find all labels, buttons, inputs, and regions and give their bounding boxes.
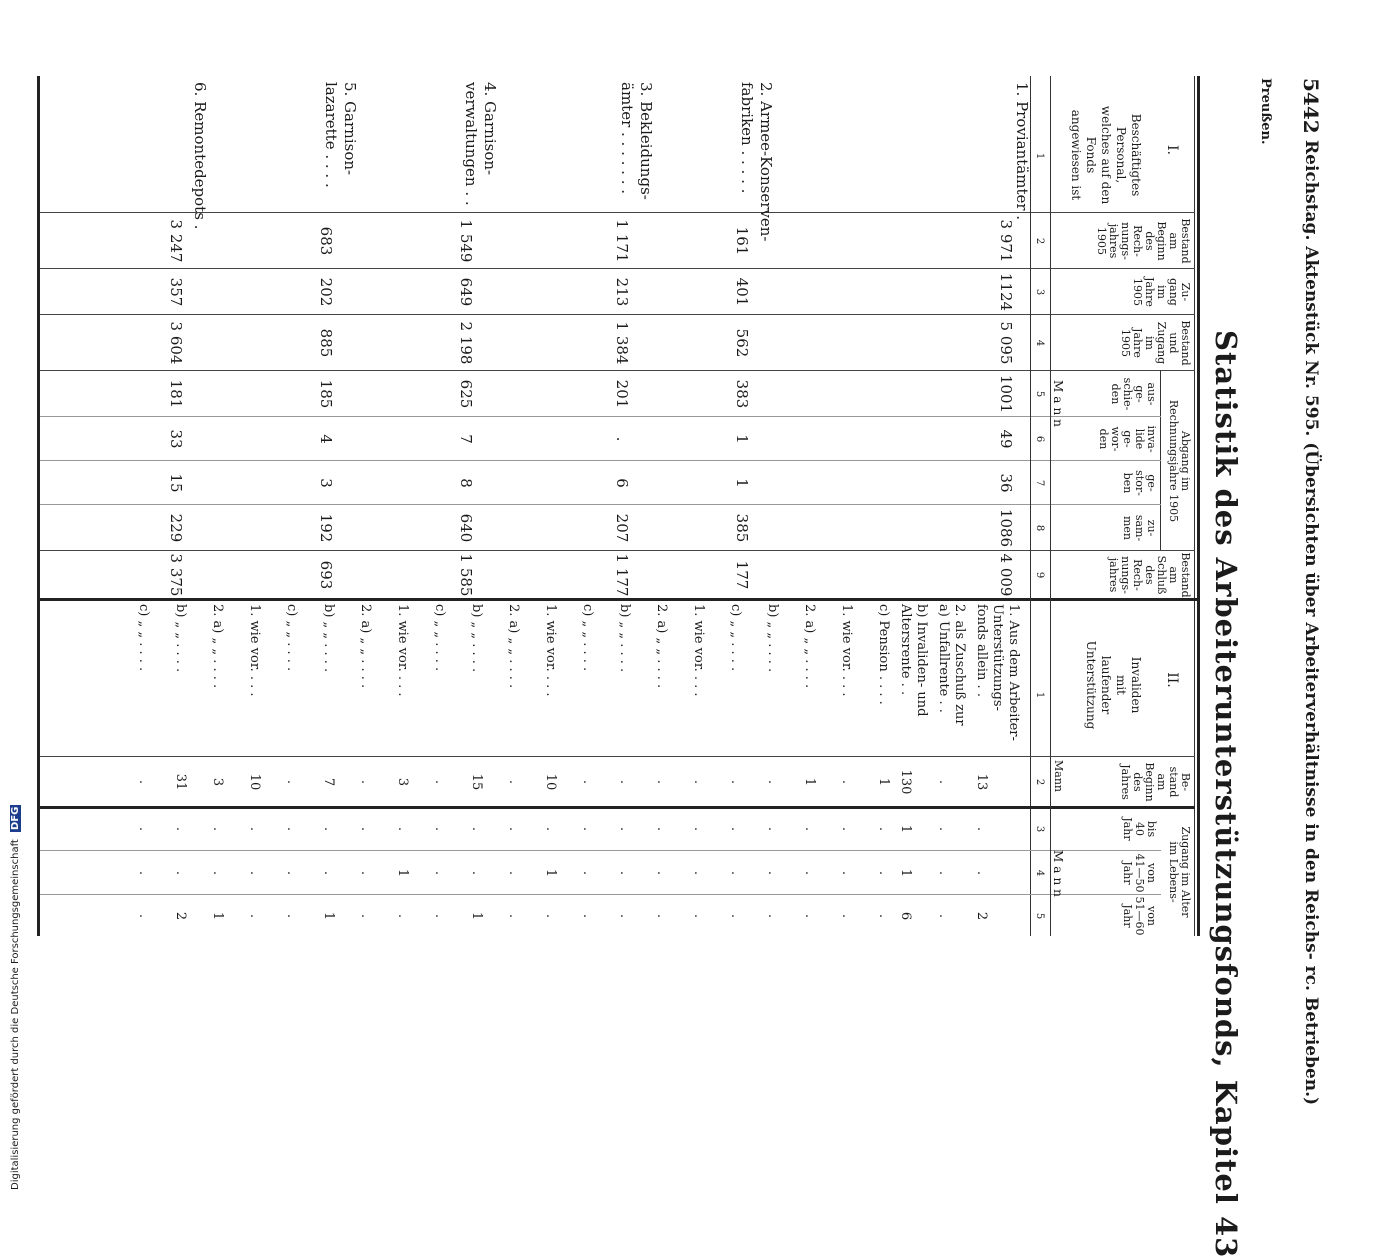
table-cell: 6 [898, 911, 913, 921]
table-cell: . [469, 870, 484, 876]
table-cell: 6 [613, 478, 631, 488]
table-cell: . [284, 779, 299, 785]
table-cell: 213 [613, 277, 631, 307]
col-header-invalide: inva- lide ge- wor- den [1097, 425, 1158, 453]
table-cell: 207 [613, 513, 631, 543]
section-i-description: Beschäftigtes Personal, welches auf den Fonds angewiesen ist [1069, 105, 1143, 205]
zugang-group-header: Zugang im Alter im Lebens- [1167, 826, 1192, 918]
row-label: 3. Bekleidungs- ämter . . . . . . . [618, 82, 655, 200]
table-cell: 1 [898, 824, 913, 834]
col-rule [40, 504, 1161, 505]
row-label: 6. Remontedepots . [191, 82, 209, 230]
table-cell: 31 [173, 773, 188, 791]
table-cell: 49 [997, 429, 1015, 449]
table-cell: . [432, 826, 447, 832]
section-ii-heading: II. [1164, 672, 1180, 688]
table-cell: 8 [457, 478, 475, 488]
table-cell: . [613, 436, 631, 442]
column-number: 8 [1034, 524, 1045, 532]
table-cell: 1 [733, 434, 751, 444]
column-number: 7 [1034, 479, 1045, 487]
table-cell: . [974, 870, 989, 876]
table-cell: 201 [613, 379, 631, 409]
row-label: 1. Proviantämter . [1013, 82, 1031, 221]
col-header-bestand-und-zugang: Bestand und Zugang im Jahre 1905 [1119, 320, 1192, 366]
table-cell: . [691, 826, 706, 832]
table-cell: . [284, 913, 299, 919]
row-label: b) „ „ . . . . [617, 604, 632, 673]
table-cell: 1 585 [457, 553, 475, 597]
col-rule [40, 460, 1161, 461]
column-number: 3 [1034, 825, 1045, 833]
row-label: 4. Garnison- verwaltungen . . [462, 82, 499, 206]
section-ii-description: Invaliden mit laufender Unterstützung [1084, 640, 1143, 730]
row-label: b) „ „ . . . . [469, 604, 484, 673]
row-label: 2. a) „ „ . . . . [506, 604, 521, 689]
table-cell: . [654, 913, 669, 919]
row-label: 2. Armee-Konserven- fabriken . . . . . [738, 82, 775, 242]
table-bottom-rule [37, 76, 40, 936]
table-cell: . [247, 913, 262, 919]
table-cell: . [395, 826, 410, 832]
table-cell: . [395, 913, 410, 919]
col-header-bis-40: bis 40 Jahr [1121, 817, 1158, 841]
table-cell: 229 [167, 513, 185, 543]
table-cell: . [617, 826, 632, 832]
table-cell: 357 [167, 277, 185, 307]
table-cell: 693 [317, 560, 335, 590]
column-number: 2 [1034, 237, 1045, 245]
table-cell: . [765, 870, 780, 876]
section-i-heading: I. [1164, 145, 1180, 155]
table-cell: 1 177 [613, 553, 631, 597]
table-cell: . [876, 826, 891, 832]
table-cell: . [802, 913, 817, 919]
table-cell: 3 375 [167, 553, 185, 597]
table-cell: 640 [457, 513, 475, 543]
row-label: c) „ „ . . . . [580, 604, 595, 672]
table-cell: 1 [543, 868, 558, 878]
table-cell: . [469, 826, 484, 832]
table-cell: 181 [167, 379, 185, 409]
table-cell: 4 [317, 434, 335, 444]
col-header-gestorben: ge- stor- ben [1121, 470, 1158, 496]
table-cell: . [321, 870, 336, 876]
row-label: 1. wie vor. . . . [395, 604, 410, 697]
column-number: 5 [1034, 390, 1045, 398]
table-cell: . [432, 913, 447, 919]
table-cell: 625 [457, 379, 475, 409]
table-cell: . [432, 779, 447, 785]
table-cell: 1124 [997, 272, 1015, 312]
row-label: c) Pension . . . . [876, 604, 891, 705]
table-cell: 1001 [997, 374, 1015, 414]
table-cell: . [136, 870, 151, 876]
table-cell: 1 171 [613, 219, 631, 263]
table-cell: 13 [974, 773, 989, 791]
table-cell: 3 [395, 777, 410, 787]
col-header-bestand-schluss: Bestand am Schluß des Rech- nungs- jahres [1107, 552, 1192, 598]
row-label: 2. a) „ „ . . . . [802, 604, 817, 689]
table-cell: 3 [317, 478, 335, 488]
table-cell: 33 [167, 429, 185, 449]
abgang-group-header: Abgang im Rechnungsjahre 1905 [1167, 399, 1192, 523]
row-label: 2. als Zuschuß zur a) Unfallrente . . [936, 604, 967, 726]
table-cell: 36 [997, 473, 1015, 493]
table-cell: . [765, 826, 780, 832]
table-cell: . [691, 779, 706, 785]
table-cell: . [173, 870, 188, 876]
table-cell: . [580, 870, 595, 876]
table-cell: . [691, 870, 706, 876]
row-label: b) „ „ . . . . [765, 604, 780, 673]
table-cell: 1 [876, 777, 891, 787]
table-cell: . [247, 826, 262, 832]
col-header-bestand-beginn: Bestand am Beginn des Rech- nungs- jahres 1905 [1095, 218, 1192, 264]
row-label: c) „ „ . . . . [432, 604, 447, 672]
row-label: c) „ „ . . . . [284, 604, 299, 672]
table-cell: . [506, 913, 521, 919]
table-cell: . [876, 913, 891, 919]
table-cell: 7 [321, 777, 336, 787]
unit-mann-ii: Mann [1051, 850, 1065, 901]
table-cell: 383 [733, 379, 751, 409]
table-cell: 385 [733, 513, 751, 543]
row-label: 2. a) „ „ . . . . [358, 604, 373, 689]
row-label: 1. wie vor. . . . [543, 604, 558, 697]
statistik-title: Statistik des Arbeiterunterstützungsfonds, Kapitel 43 [1209, 330, 1243, 1258]
table-cell: 177 [733, 560, 751, 590]
table-cell: . [358, 779, 373, 785]
table-cell: 401 [733, 277, 751, 307]
table-cell: . [136, 779, 151, 785]
row-label: b) „ „ . . . . [173, 604, 188, 673]
table-cell: . [765, 779, 780, 785]
table-cell: . [839, 826, 854, 832]
table-cell: 562 [733, 328, 751, 358]
table-cell: 3 604 [167, 321, 185, 365]
table-top-rule [1197, 76, 1200, 936]
row-label: b) Invaliden- und Altersrente . . [898, 604, 929, 717]
table-cell: . [358, 870, 373, 876]
table-cell: . [839, 779, 854, 785]
dfg-credit [10, 805, 21, 1190]
unit-mann-ii-count: Mann [1052, 760, 1065, 792]
table-cell: . [617, 779, 632, 785]
table-cell: . [876, 870, 891, 876]
table-cell: . [617, 870, 632, 876]
table-cell: 1 [210, 911, 225, 921]
column-number: 3 [1034, 288, 1045, 296]
table-cell: 2 [974, 911, 989, 921]
dfg-logo: DFG [10, 806, 21, 830]
header-bottom-rule-ii [1050, 598, 1051, 936]
table-cell: . [936, 870, 951, 876]
table-cell: . [580, 779, 595, 785]
dfg-credit-text: Digitalisierung gefördert durch die Deutsche Forschungsgemeinschaft [10, 839, 21, 1190]
table-cell: . [506, 870, 521, 876]
table-cell: 130 [898, 769, 913, 795]
table-cell: . [654, 779, 669, 785]
row-label: c) „ „ . . . . [136, 604, 151, 672]
table-cell: . [543, 913, 558, 919]
col-header-zugang: Zu- gang im Jahre 1905 [1131, 277, 1192, 307]
row-label: b) „ „ . . . . [321, 604, 336, 673]
table-cell: 4 009 [997, 553, 1015, 597]
table-cell: . [974, 826, 989, 832]
table-cell: . [728, 826, 743, 832]
table-cell: . [580, 826, 595, 832]
table-cell: . [728, 870, 743, 876]
table-cell: . [506, 779, 521, 785]
table-cell: . [321, 826, 336, 832]
running-title: Reichstag. Aktenstück Nr. 595. (Übersichten über Arbeiterverhältnisse in den Reichs- rc. Betrieben.) [1301, 140, 1321, 1106]
table-cell: . [728, 913, 743, 919]
table-cell: . [802, 826, 817, 832]
table-cell: 7 [457, 434, 475, 444]
table-cell: . [284, 870, 299, 876]
col-rule [40, 850, 1161, 851]
table-cell: . [839, 913, 854, 919]
column-number: 2 [1034, 778, 1045, 786]
table-cell: 1 [395, 868, 410, 878]
table-cell: 1 [802, 777, 817, 787]
table-cell: . [210, 870, 225, 876]
table-cell: 1 [898, 868, 913, 878]
column-number: 5 [1034, 912, 1045, 920]
table-cell: . [936, 826, 951, 832]
column-number: 1 [1034, 691, 1045, 699]
col-header-41-50: von 41—50 Jahr [1121, 853, 1158, 893]
table-cell: . [247, 870, 262, 876]
table-cell: 1 549 [457, 219, 475, 263]
table-cell: . [173, 826, 188, 832]
table-cell: 3 247 [167, 219, 185, 263]
table-cell: . [654, 826, 669, 832]
table-cell: . [617, 913, 632, 919]
table-cell: 649 [457, 277, 475, 307]
col-rule [40, 894, 1161, 895]
table-cell: . [210, 826, 225, 832]
table-cell: 202 [317, 277, 335, 307]
table-cell: 10 [247, 773, 262, 791]
row-label: 2. a) „ „ . . . . [210, 604, 225, 689]
row-label: 5. Garnison- lazarette . . . . [322, 82, 359, 188]
row-label: 1. wie vor. . . . [839, 604, 854, 697]
table-cell: . [728, 779, 743, 785]
row-label: 1. wie vor. . . . [691, 604, 706, 697]
table-cell: . [358, 826, 373, 832]
table-cell: 185 [317, 379, 335, 409]
table-cell: 1086 [997, 508, 1015, 548]
table-cell: 1 [321, 911, 336, 921]
row-label: 1. wie vor. . . . [247, 604, 262, 697]
col-header-51-60: von 51—60 Jahr [1121, 896, 1158, 936]
table-cell: . [506, 826, 521, 832]
table-cell: . [654, 870, 669, 876]
column-number: 4 [1034, 339, 1045, 347]
col-rule [40, 416, 1161, 417]
table-cell: 3 [210, 777, 225, 787]
table-cell: 1 [469, 911, 484, 921]
table-cell: . [543, 826, 558, 832]
column-number: 9 [1034, 571, 1045, 579]
header-bottom-rule-i [1050, 76, 1051, 598]
table-cell: 10 [543, 773, 558, 791]
table-cell: . [136, 826, 151, 832]
table-cell: 192 [317, 513, 335, 543]
table-cell: 683 [317, 226, 335, 256]
row-label: 2. a) „ „ . . . . [654, 604, 669, 689]
table-cell: . [936, 779, 951, 785]
table-cell: . [802, 870, 817, 876]
table-cell: 5 095 [997, 321, 1015, 365]
table-cell: . [765, 913, 780, 919]
table-cell: . [284, 826, 299, 832]
table-cell: . [691, 913, 706, 919]
table-cell: . [136, 913, 151, 919]
col-header-zusammen: zu- sam- men [1121, 514, 1158, 542]
table-cell: 2 [173, 911, 188, 921]
row-label: c) „ „ . . . . [728, 604, 743, 672]
table-cell: 1 [733, 478, 751, 488]
table-cell: . [936, 913, 951, 919]
table-cell: . [839, 870, 854, 876]
state-label: Preußen. [1258, 78, 1273, 145]
page-number: 5442 [1299, 78, 1323, 134]
table-cell: . [358, 913, 373, 919]
row-label: 1. Aus dem Arbeiter- Unterstützungs- fonds allein . . [974, 604, 1021, 741]
col-header-bestand-beginn-jahres: Be- stand am Beginn des Jahres [1119, 762, 1192, 802]
col-header-ausgeschieden: aus- ge- schie- den [1109, 377, 1158, 411]
table-cell: 2 198 [457, 321, 475, 365]
table-cell: 1 384 [613, 321, 631, 365]
unit-mann-i: Mann [1051, 380, 1065, 431]
table-cell: 3 971 [997, 219, 1015, 263]
table-cell: 15 [167, 473, 185, 493]
table-cell: 15 [469, 773, 484, 791]
table-cell: . [580, 913, 595, 919]
column-number: 1 [1034, 152, 1045, 160]
table-cell: 885 [317, 328, 335, 358]
column-number: 4 [1034, 869, 1045, 877]
column-number: 6 [1034, 435, 1045, 443]
table-cell: . [432, 870, 447, 876]
table-cell: 161 [733, 226, 751, 256]
